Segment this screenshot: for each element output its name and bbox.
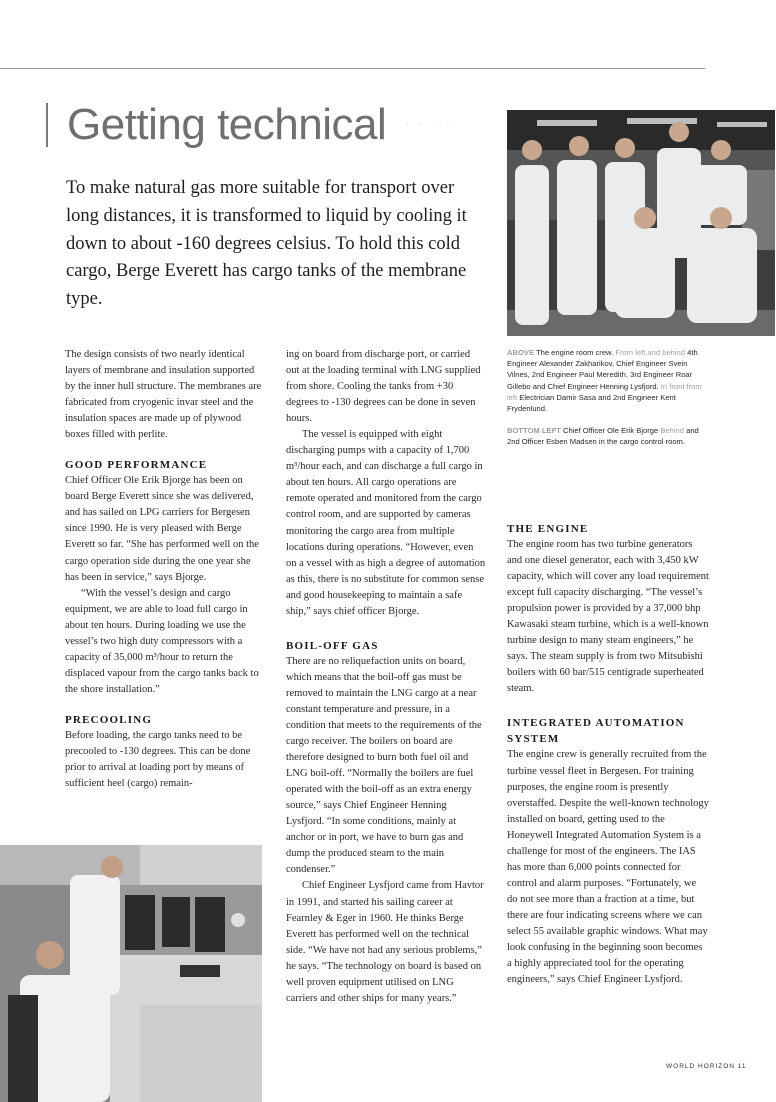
page-title: Getting technical xyxy=(67,100,387,149)
photo-captions xyxy=(507,347,711,448)
caption-label-bottom-left: BOTTOM LEFT xyxy=(507,426,561,436)
paragraph-ias: The engine crew is generally recruited from the turbine vessel fleet in Bergesen. For training purposes, the engine room is presently overstaffed. Despite the well-known technology installed on board, getting used to the Honeywell Integrated Automation System is a challenge for most of the engineers. The IAS has more than 6,000 points connected for control and alarm purposes. “Fortunately, we do not see more than a fraction at a time, but there are four indicating screens where we can select 55 available graphic windows. What may look confusing in the beginning soon becomes a highly appreciated tool for the operating engineers,” says Chief Engineer Lysfjord. xyxy=(507,749,709,986)
heading-boil-off-gas: BOIL-OFF GAS xyxy=(286,639,379,652)
caption-bottom-left xyxy=(507,425,711,447)
column-3 xyxy=(507,521,709,988)
caption-text: Chief Officer Ole Erik Bjorge xyxy=(560,426,661,436)
heading-good-performance: GOOD PERFORMANCE xyxy=(65,459,208,472)
caption-label-above: ABOVE xyxy=(507,348,535,357)
title-accent-bar xyxy=(46,103,48,147)
caption-direction: In front from left xyxy=(507,381,702,402)
cargo-control-room-photo xyxy=(0,845,262,1102)
caption-direction: From left and behind xyxy=(615,348,685,357)
column-1 xyxy=(65,347,265,792)
page-folio: WORLD HORIZON 11 xyxy=(666,1063,747,1070)
caption-text: The engine room crew. xyxy=(534,348,616,357)
caption-above xyxy=(507,347,711,414)
top-rule xyxy=(0,68,705,69)
paragraph-precooling: Before loading, the cargo tanks need to be precooled to -130 degrees. This can be done prior to arrival at loading port by means of sufficient heel (cargo) remain- xyxy=(65,729,251,790)
paragraph-boil-off: There are no reliquefaction units on board, which means that the boil-off gas must be removed to maintain the LNG cargo at a near constant temperature and pressure, in a condition that meets to the requirements of the cargo receiver. The boilers on board are therefore designed to burn both fuel oil and LNG boil-off. “Normally the boilers are fuel operated with the boil-off as an extra energy source,” says Chief Engineer Henning Lysfjord. “In some conditions, mainly at anchor or in port, we have to burn gas and dump the produced steam to the main condenser.” xyxy=(286,655,482,876)
caption-text: 4th Engineer Alexander Zakharikov, Chief Engineer Svein Vilnes, 2nd Engineer Paul Meredith, 3rd Engineer Roar Gillebo and Chief Engineer Henning Lysfjord. xyxy=(507,348,698,391)
column-2 xyxy=(286,347,486,1007)
paragraph-performance: Chief Officer Ole Erik Bjorge has been on board Berge Everett since she was delivered, and has sailed on LPG carriers for Bergesen since 1990. He is very pleased with Berge Everett so far. “She has performed well on the cargo operation side during the one year she has been in service,” says Bjorge. xyxy=(65,475,259,583)
caption-text: and 2nd Officer Esben Madsen in the cargo control room. xyxy=(507,426,699,447)
paragraph-lysfjord: Chief Engineer Lysfjord came from Havtor in 1991, and started his sailing career at Fearnley & Eger in 1960. He thinks Berge Everett has performed well on the technical side. “We have not had any serious problems,” he says. “The technology on board is based on well proven equipment utilised on LNG carriers and other ships for many years.” xyxy=(286,880,484,1004)
paragraph-engine: The engine room has two turbine generators and one diesel generator, each with 3,450 kW capacity, which will cover any load requirement except full capacity discharging. “The vessel’s propulsion power is provided by a 37,000 bhp Kawasaki steam turbine, which is a well-known turbine design to many steam engineers,” he says. The steam supply is from two Mitsubishi boilers with 60 bar/515 centigrade superheated steam. xyxy=(507,539,709,695)
paragraph-cooling-tanks: ing on board from discharge port, or carried out at the loading terminal with LNG supplied from shore. Cooling the tanks from +30 degrees to -130 degrees can be done in seven hours. xyxy=(286,349,481,425)
paragraph-discharging-pumps: The vessel is equipped with eight discharging pumps with a capacity of 1,700 m³/hour each, and can discharge a full cargo in about ten hours. All cargo operations are remote operated and monitored from the cargo control room, and are supported by cameras monitoring the cargo area from multiple locations during operations. “However, even on a vessel with as high a degree of automation as this, there is no substitute for common sense and good housekeeping to maintain a safe ship,” says chief officer Bjorge. xyxy=(286,429,486,617)
engine-crew-photo xyxy=(507,110,775,336)
title-ghost-decoration: · · · · xyxy=(404,116,453,133)
heading-integrated-automation-system: INTEGRATED AUTOMATION SYSTEM xyxy=(507,717,685,746)
paragraph-loading: “With the vessel’s design and cargo equipment, we are able to load full cargo in about ten hours. During loading we use the vessel’s two high duty compressors with a capacity of 35,000 m³/hour to return the displaced vapour from the cargo tanks back to the shore installation.” xyxy=(65,587,259,695)
heading-precooling: PRECOOLING xyxy=(65,713,153,726)
caption-direction: Behind xyxy=(660,426,684,436)
paragraph-membrane-design: The design consists of two nearly identical layers of membrane and insulation supported by the inner hull structure. The membranes are fabricated from cryogenic invar steel and the insulation spaces are made up of plywood boxes filled with perlite. xyxy=(65,349,262,441)
caption-text: Electrician Damir Sasa and 2nd Engineer Kent Frydenlund. xyxy=(507,392,676,414)
heading-the-engine: THE ENGINE xyxy=(507,523,589,535)
standfirst: To make natural gas more suitable for transport over long distances, it is transformed to liquid by cooling it down to about -160 degrees celsius. To hold this cold cargo, Berge Everett has cargo tanks of the membrane type. xyxy=(66,178,467,310)
